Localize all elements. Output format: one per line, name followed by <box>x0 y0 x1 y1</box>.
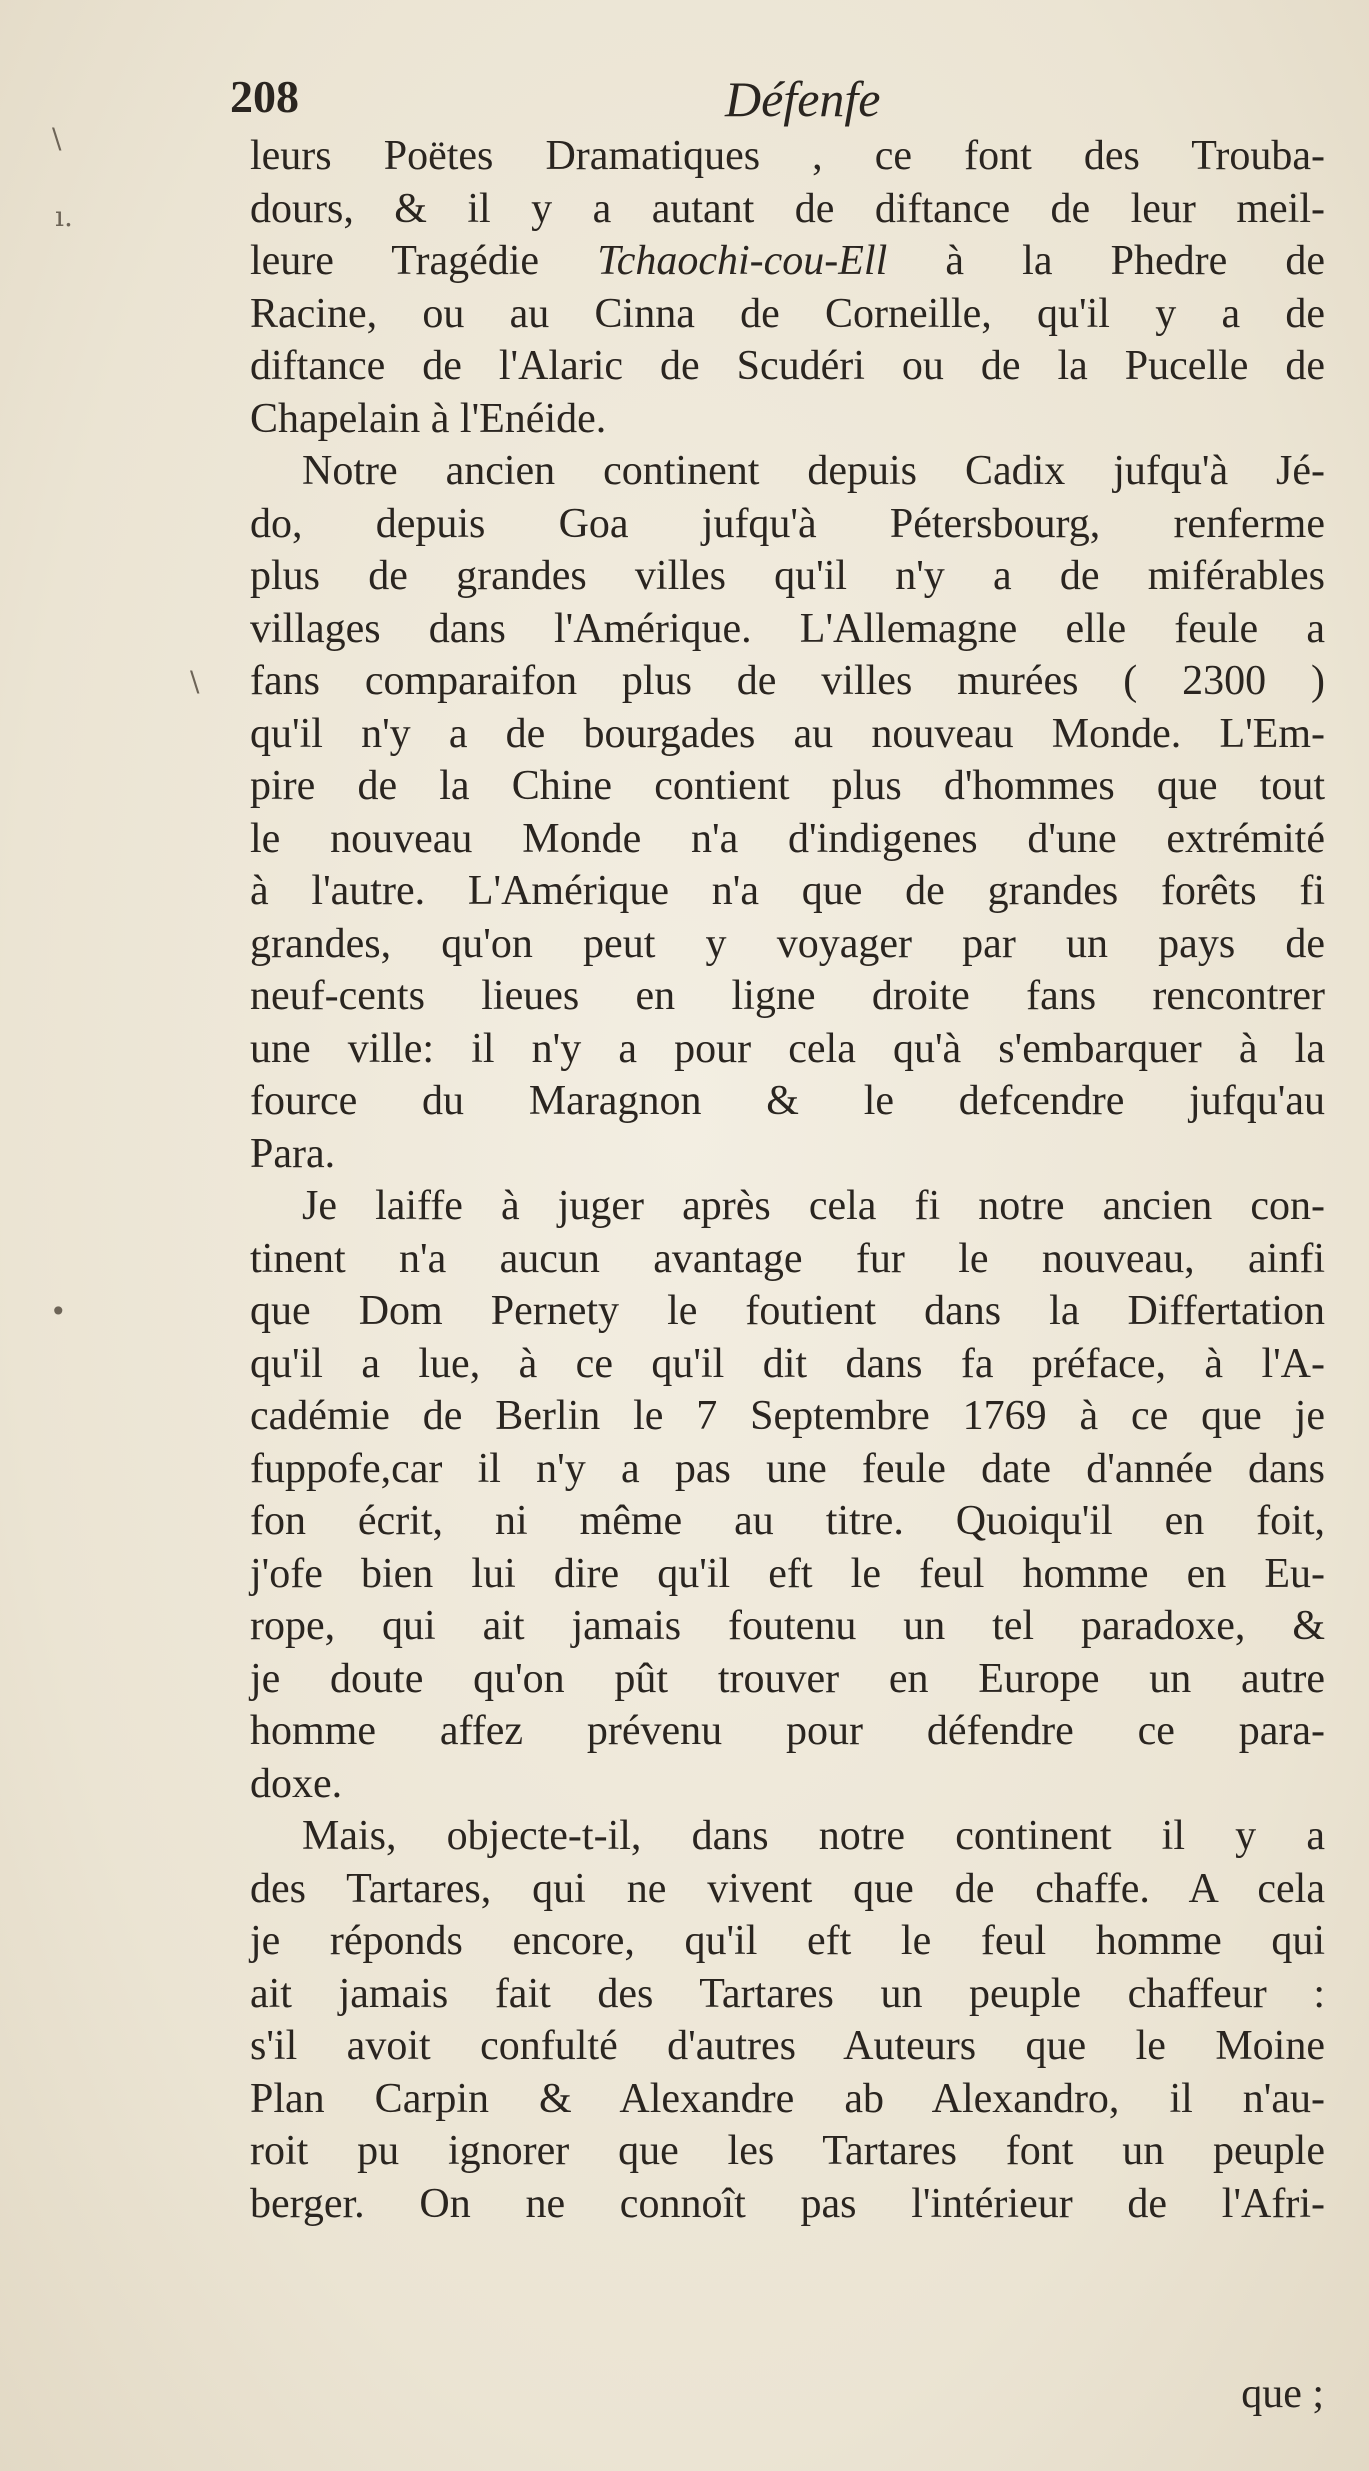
catchword: que ; <box>1241 2371 1324 2417</box>
text-line: qu'il a lue, à ce qu'il dit dans fa préface, à l'A- <box>250 1340 1325 1387</box>
text-line: fource du Maragnon & le defcendre jufqu'au <box>250 1078 1325 1124</box>
text-line: berger. On ne connoît pas l'intérieur de l'Afri- <box>250 2180 1325 2227</box>
text-line: à l'autre. L'Amérique n'a que de grandes forêts fi <box>250 868 1325 914</box>
text-line: Chapelain à l'Enéide. <box>250 395 607 442</box>
text-line: s'il avoit confulté d'autres Auteurs que le Moine <box>250 2023 1325 2069</box>
text-line: une ville: il n'y a pour cela qu'à s'embarquer à la <box>250 1025 1325 1072</box>
text-line: roit pu ignorer que les Tartares font un peuple <box>250 2128 1325 2174</box>
text-line: Notre ancien continent depuis Cadix jufqu'à Jé- <box>302 448 1325 494</box>
text-line: do, depuis Goa jufqu'à Pétersbourg, renferme <box>250 500 1325 547</box>
text-line: je doute qu'on pût trouver en Europe un autre <box>250 1655 1325 1702</box>
text-line: fon écrit, ni même au titre. Quoiqu'il en foit, <box>250 1498 1325 1544</box>
text-line: qu'il n'y a de bourgades au nouveau Monde. L'Em- <box>250 710 1325 757</box>
running-title: Défenfe <box>725 71 881 127</box>
text-line: Mais, objecte-t-il, dans notre continent il y a <box>302 1813 1325 1859</box>
text-line: grandes, qu'on peut y voyager par un pays de <box>250 920 1325 967</box>
text-line: plus de grandes villes qu'il n'y a de miférables <box>250 553 1325 599</box>
line-segment: à la Phedre de <box>887 238 1325 284</box>
text-line: que Dom Pernety le foutient dans la Differtation <box>250 1288 1325 1334</box>
text-line: leurs Poëtes Dramatiques , ce font des Trouba- <box>250 133 1325 179</box>
page-number: 208 <box>230 71 299 122</box>
body-text <box>250 130 1325 2230</box>
text-line: le nouveau Monde n'a d'indigenes d'une extrémité <box>250 815 1325 862</box>
text-line: j'ofe bien lui dire qu'il eft le feul homme en Eu- <box>250 1550 1325 1597</box>
text-line <box>250 235 1325 288</box>
text-line: fans comparaifon plus de villes murées ( 2300 ) <box>250 658 1325 704</box>
text-line: villages dans l'Amérique. L'Allemagne elle feule a <box>250 605 1325 652</box>
margin-stain-mark: \ <box>52 122 62 155</box>
text-line: Plan Carpin & Alexandre ab Alexandro, il n'au- <box>250 2075 1325 2122</box>
margin-stain-mark: ı. <box>55 200 73 233</box>
margin-stain-mark: \ <box>190 665 200 698</box>
text-line: doxe. <box>250 1760 343 1807</box>
text-line: fuppofe,car il n'y a pas une feule date d'année dans <box>250 1445 1325 1492</box>
text-line: Je laiffe à juger après cela fi notre ancien con- <box>302 1183 1325 1229</box>
text-line: des Tartares, qui ne vivent que de chaffe. A cela <box>250 1865 1325 1912</box>
text-line: tinent n'a aucun avantage fur le nouveau, ainfi <box>250 1235 1325 1282</box>
text-line: dours, & il y a autant de diftance de leur meil- <box>250 185 1325 232</box>
text-line: pire de la Chine contient plus d'hommes que tout <box>250 763 1325 809</box>
text-line: neuf-cents lieues en ligne droite fans rencontrer <box>250 973 1325 1019</box>
text-line: je réponds encore, qu'il eft le feul homme qui <box>250 1918 1325 1964</box>
text-line: rope, qui ait jamais foutenu un tel paradoxe, & <box>250 1603 1325 1649</box>
text-line: Racine, ou au Cinna de Corneille, qu'il y a de <box>250 290 1325 337</box>
text-line: ait jamais fait des Tartares un peuple chaffeur : <box>250 1970 1325 2017</box>
line-segment: leure Tragédie <box>250 238 598 284</box>
text-line: Para. <box>250 1130 336 1177</box>
text-line: cadémie de Berlin le 7 Septembre 1769 à ce que je <box>250 1393 1325 1439</box>
text-line: homme affez prévenu pour défendre ce para- <box>250 1708 1325 1754</box>
text-line: diftance de l'Alaric de Scudéri ou de la Pucelle de <box>250 343 1325 389</box>
margin-stain-mark: • <box>50 1295 67 1328</box>
italic-title: Tchaochi-cou-Ell <box>597 238 888 284</box>
